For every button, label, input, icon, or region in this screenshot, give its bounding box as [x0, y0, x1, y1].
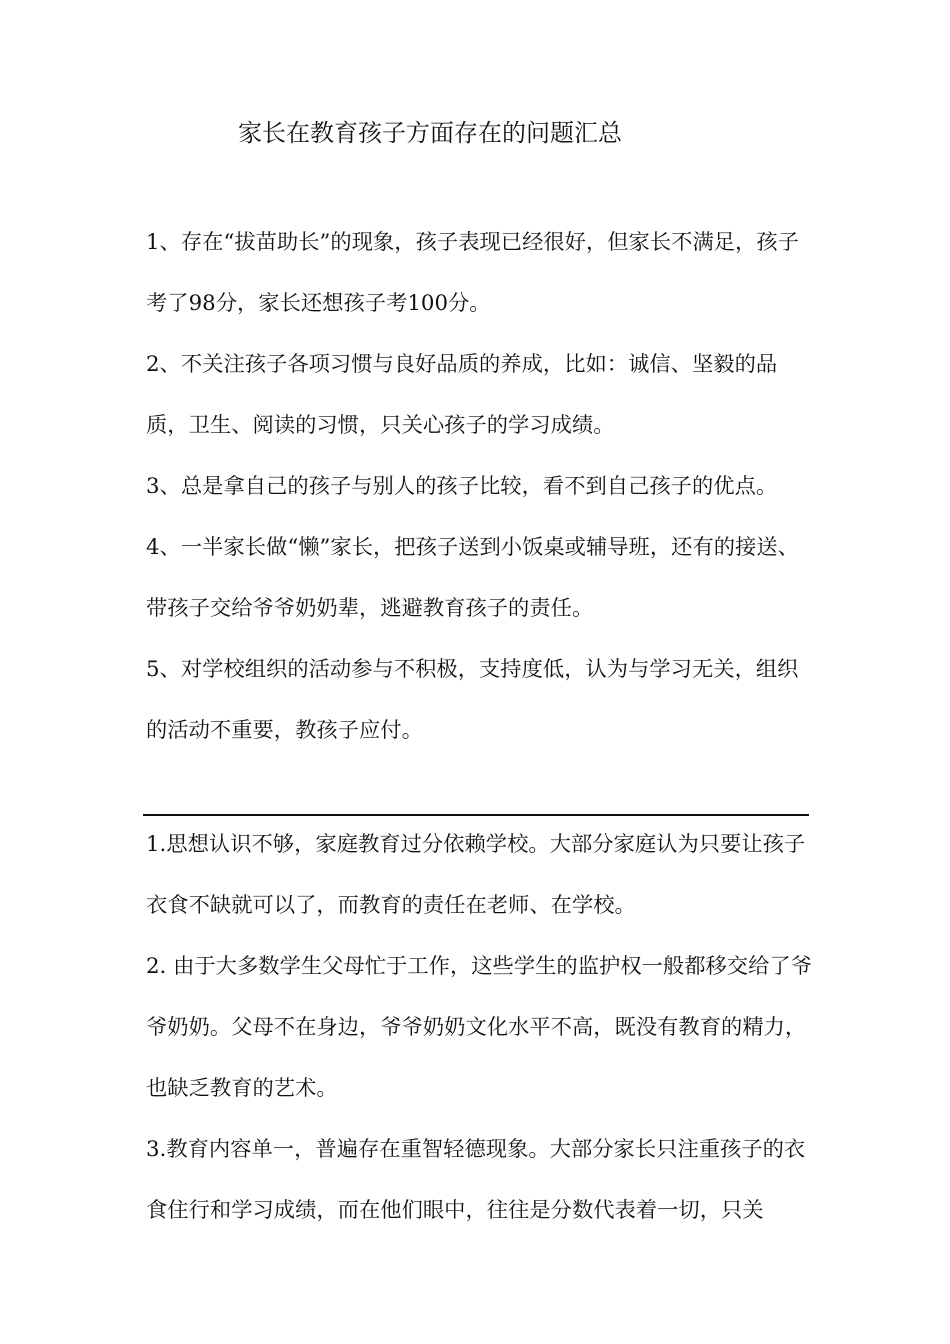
document-title: 家长在教育孩子方面存在的问题汇总 [238, 119, 622, 147]
issue-paragraph-4: 4、一半家长做“懒”家长，把孩子送到小饭桌或辅导班，还有的接送、带孩子交给爷爷奶奶辈，逃避教育孩子的责任。 [146, 535, 799, 621]
issue-paragraph-3: 3、总是拿自己的孩子与别人的孩子比较，看不到自己孩子的优点。 [146, 474, 778, 499]
cause-paragraph-3: 3.教育内容单一，普遍存在重智轻德现象。大部分家长只注重孩子的衣食住行和学习成绩，而在他们眼中，往往是分数代表着一切，只关 [146, 1137, 806, 1223]
issue-paragraph-1: 1、存在“拔苗助长”的现象，孩子表现已经很好，但家长不满足，孩子考了98分，家长还想孩子考100分。 [146, 230, 799, 316]
issue-paragraph-2: 2、不关注孩子各项习惯与良好品质的养成，比如：诚信、坚毅的品质，卫生、阅读的习惯，只关心孩子的学习成绩。 [146, 352, 778, 438]
cause-paragraph-1: 1.思想认识不够，家庭教育过分依赖学校。大部分家庭认为只要让孩子衣食不缺就可以了，而教育的责任在老师、在学校。 [146, 832, 806, 918]
cause-paragraph-2: 2. 由于大多数学生父母忙于工作，这些学生的监护权一般都移交给了爷爷奶奶。父母不在身边，爷爷奶奶文化水平不高，既没有教育的精力，也缺乏教育的艺术。 [146, 954, 812, 1101]
issue-paragraph-5: 5、对学校组织的活动参与不积极，支持度低，认为与学习无关，组织的活动不重要，教孩子应付。 [146, 657, 799, 743]
